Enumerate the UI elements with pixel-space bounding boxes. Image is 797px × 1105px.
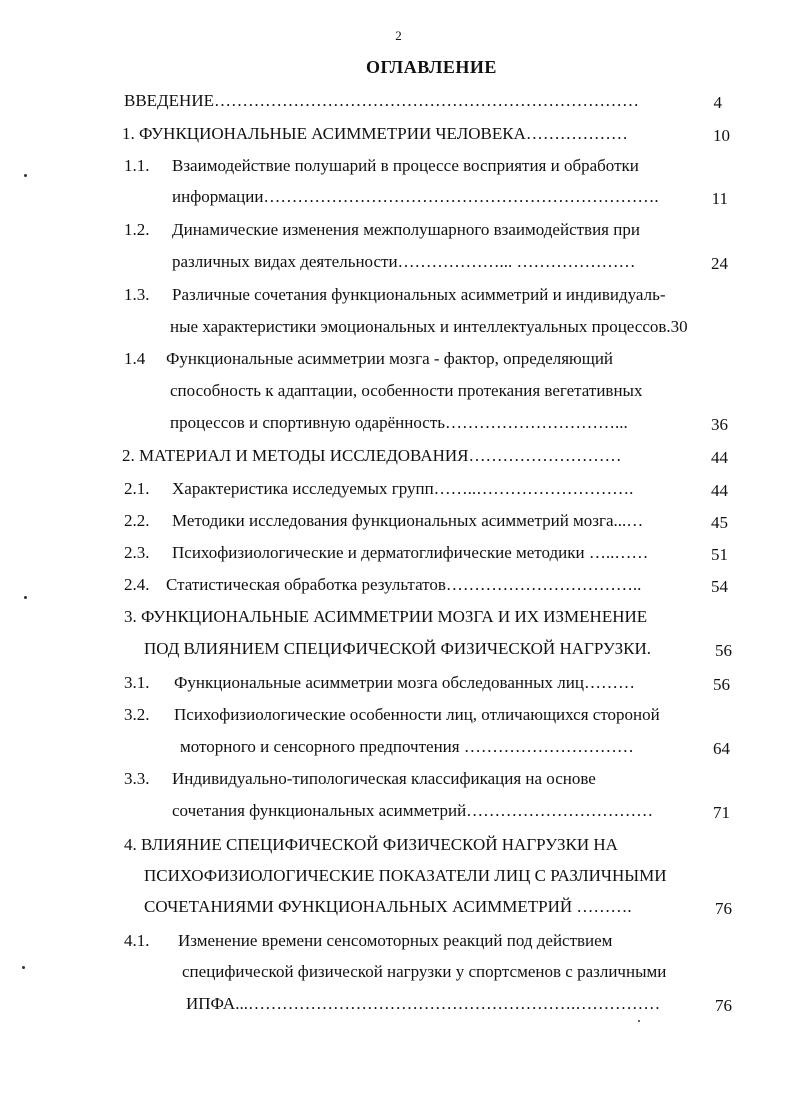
toc-entry-text: Психофизиологические особенности лиц, отличающихся стороной [174, 705, 660, 724]
toc-entry-text: ВВЕДЕНИЕ………………………………………………………………… [124, 91, 639, 110]
toc-entry-text: Функциональные асимметрии мозга - фактор, определяющий [166, 349, 614, 368]
toc-entry-number: 2.4. [124, 575, 150, 594]
toc-entry-page: 76 [715, 996, 732, 1015]
toc-entry-text: СОЧЕТАНИЯМИ ФУНКЦИОНАЛЬНЫХ АСИММЕТРИЙ ………. [144, 897, 632, 916]
toc-entry-text: Характеристика исследуемых групп……..………………………. [172, 479, 634, 498]
toc-entry-text: Психофизиологические и дерматоглифические методики …..…… [172, 543, 649, 562]
toc-entry-number: 2.3. [124, 543, 150, 562]
toc-entry-number: 2.1. [124, 479, 150, 498]
toc-entry-number: 4.1. [124, 931, 150, 950]
page-number: 2 [395, 28, 402, 43]
toc-entry-page: 10 [713, 126, 730, 145]
toc-entry-text: Статистическая обработка результатов…………………………….. [166, 575, 642, 594]
toc-entry-text: Изменение времени сенсомоторных реакций под действием [178, 931, 613, 950]
toc-entry-text: ИПФА...………………………………………………….…………… [186, 994, 661, 1013]
toc-entry-text: Методики исследования функциональных асимметрий мозга...… [172, 511, 644, 530]
toc-entry-text: специфической физической нагрузки у спортсменов с различными [182, 962, 667, 981]
toc-entry-page: 44 [711, 448, 728, 467]
toc-entry-text: различных видах деятельности………………... ………………… [172, 252, 636, 271]
toc-entry-text: моторного и сенсорного предпочтения ………………………… [180, 737, 634, 756]
toc-entry-page: 54 [711, 577, 728, 596]
toc-entry-page: 56 [715, 641, 732, 660]
toc-entry-text: 2. МАТЕРИАЛ И МЕТОДЫ ИССЛЕДОВАНИЯ……………………… [122, 446, 622, 465]
toc-entry-text: 4. ВЛИЯНИЕ СПЕЦИФИЧЕСКОЙ ФИЗИЧЕСКОЙ НАГРУЗКИ НА [124, 835, 618, 854]
toc-entry-text: Функциональные асимметрии мозга обследованных лиц……… [174, 673, 635, 692]
toc-entry-number: 1.2. [124, 220, 150, 239]
toc-entry-text: 1. ФУНКЦИОНАЛЬНЫЕ АСИММЕТРИИ ЧЕЛОВЕКА……………… [122, 124, 628, 143]
toc-entry-text: Индивидуально-типологическая классификация на основе [172, 769, 596, 788]
toc-entry-text: 3. ФУНКЦИОНАЛЬНЫЕ АСИММЕТРИИ МОЗГА И ИХ ИЗМЕНЕНИЕ [124, 607, 648, 626]
toc-entry-number: 1.4 [124, 349, 146, 368]
toc-entry-page: 76 [715, 899, 732, 918]
scan-speck [638, 1020, 640, 1022]
toc-entry-page: 56 [713, 675, 730, 694]
toc-entry-text: информации……………………………………………………………. [172, 187, 659, 206]
toc-entry-number: 3.1. [124, 673, 150, 692]
toc-entry-text: процессов и спортивную одарённость…………………………... [170, 413, 628, 432]
toc-entry-number: 2.2. [124, 511, 150, 530]
toc-entry-page: 4 [713, 93, 722, 112]
toc-entry-page: 51 [711, 545, 728, 564]
toc-entry-text: ПСИХОФИЗИОЛОГИЧЕСКИЕ ПОКАЗАТЕЛИ ЛИЦ С РАЗЛИЧНЫМИ [144, 866, 667, 885]
toc-entry-text: сочетания функциональных асимметрий…………………………… [172, 801, 654, 820]
toc-entry-text: Различные сочетания функциональных асимметрий и индивидуаль- [172, 285, 666, 304]
toc-entry-text: ПОД ВЛИЯНИЕМ СПЕЦИФИЧЕСКОЙ ФИЗИЧЕСКОЙ НАГРУЗКИ. [144, 639, 652, 658]
toc-entry-page: 24 [711, 254, 728, 273]
toc-entry-text: Взаимодействие полушарий в процессе восприятия и обработки [172, 156, 639, 175]
scan-speck [24, 174, 27, 177]
toc-entry-page: 11 [711, 189, 728, 208]
toc-entry-text: Динамические изменения межполушарного взаимодействия при [172, 220, 640, 239]
toc-entry-page: 36 [711, 415, 728, 434]
toc-entry-page: 44 [711, 481, 728, 500]
toc-entry-number: 3.3. [124, 769, 150, 788]
toc-entry-page: 45 [711, 513, 728, 532]
toc-entry-page: 71 [713, 803, 730, 822]
toc-entry-number: 1.1. [124, 156, 150, 175]
toc-entry-text: ные характеристики эмоциональных и интеллектуальных процессов.30 [170, 317, 688, 336]
page-title: ОГЛАВЛЕНИЕ [366, 57, 497, 77]
scan-speck [24, 596, 27, 599]
toc-entry-page: 64 [713, 739, 730, 758]
toc-entry-number: 3.2. [124, 705, 150, 724]
toc-entry-number: 1.3. [124, 285, 150, 304]
scan-speck [22, 966, 25, 969]
toc-entry-text: способность к адаптации, особенности протекания вегетативных [170, 381, 643, 400]
